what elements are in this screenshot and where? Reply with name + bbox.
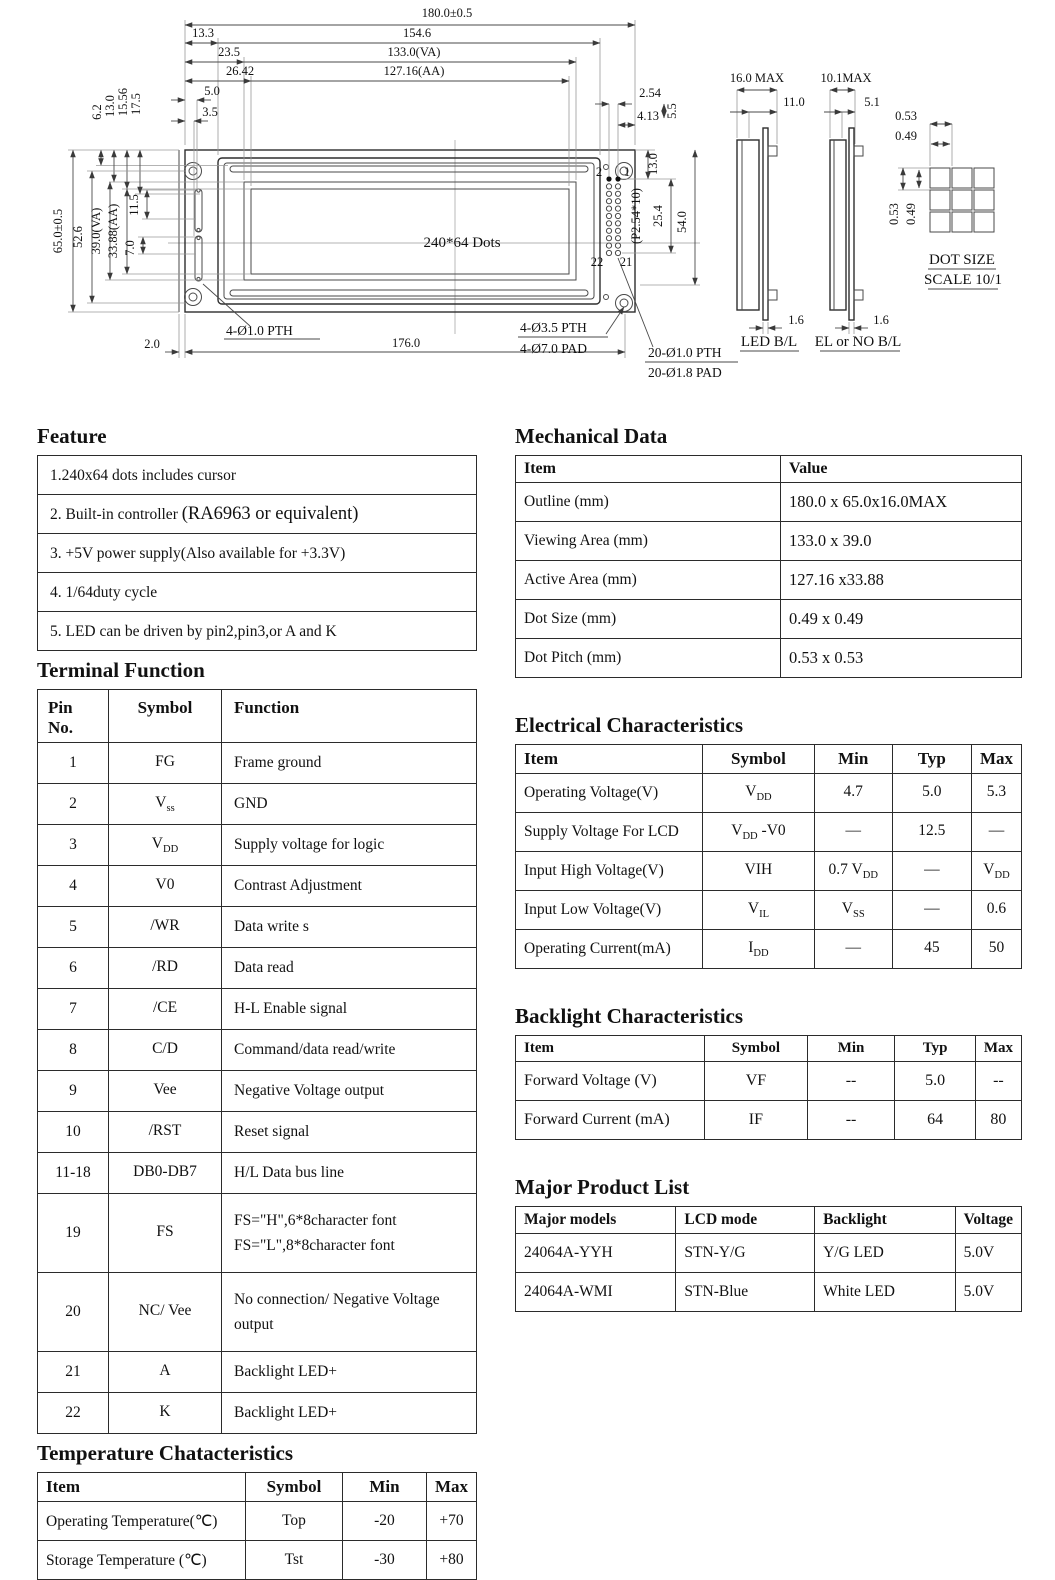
cell: +80 (426, 1541, 476, 1580)
table-row (516, 1101, 1022, 1140)
table-row (38, 495, 477, 534)
cell: 20 (38, 1273, 109, 1352)
cell: -20 (342, 1502, 426, 1541)
pin-label-1: 1 (623, 165, 631, 179)
col-header-symbol: Symbol (109, 690, 222, 743)
cell: 22 (38, 1393, 109, 1434)
dim-label: 7.0 (123, 240, 137, 256)
cell: 0.7 $V_{DD}$ (814, 852, 892, 891)
dim-label: 17.5 (129, 93, 143, 115)
dim-label: 13.3 (192, 26, 214, 40)
cell: 2 (38, 784, 109, 825)
col-header: Symbol (246, 1473, 343, 1502)
col-header: Backlight (815, 1207, 956, 1234)
cell: GND (222, 784, 477, 825)
cell: 0.6 (971, 891, 1021, 930)
dim-label: 25.4 (651, 205, 665, 227)
col-header: Item (516, 1036, 705, 1062)
cell: 2. Built-in controller (RA6963 or equivalent) (38, 495, 477, 534)
table-row (38, 1194, 477, 1273)
cell: 50 (971, 930, 1021, 969)
cell: 5.0V (955, 1234, 1021, 1273)
table-row (38, 1541, 477, 1580)
cell: Contrast Adjustment (222, 866, 477, 907)
cell: $V_{DD}$ (971, 852, 1021, 891)
cell: — (971, 813, 1021, 852)
dim-label: 10.1MAX (820, 71, 872, 85)
cell: C/D (109, 1030, 222, 1071)
cell: NC/ Vee (109, 1273, 222, 1352)
left-tall-dimensions (51, 150, 251, 312)
cell: FS="H",6*8character font FS="L",8*8character font (222, 1194, 477, 1273)
table-row (38, 989, 477, 1030)
dim-label: 33.88(AA) (106, 203, 120, 259)
cell: Input Low Voltage(V) (516, 891, 703, 930)
dim-label: 39.0(VA) (89, 207, 103, 255)
dim-label: (P2.54*10) (629, 188, 643, 244)
cell: $V_{ss}$ (109, 784, 222, 825)
cell: 127.16 x33.88 (781, 561, 1022, 600)
cell: Top (246, 1502, 343, 1541)
table-row (516, 774, 1022, 813)
col-header-function: Function (222, 690, 477, 743)
dots-count-label: 240*64 Dots (423, 235, 501, 251)
cell: $I_{DD}$ (703, 930, 815, 969)
cell: White LED (815, 1273, 956, 1312)
col-header: Item (516, 456, 781, 483)
dim-label: 11.5 (127, 194, 141, 216)
cell: H/L Data bus line (222, 1153, 477, 1194)
dot-grid (930, 168, 994, 232)
bottom-dimensions (144, 258, 738, 380)
dim-label: 1.6 (788, 313, 804, 327)
table-row (516, 930, 1022, 969)
col-header: Min (807, 1036, 895, 1062)
cell: FS (109, 1194, 222, 1273)
table-row (38, 948, 477, 989)
product-list-table (515, 1206, 1022, 1312)
col-header: Max (971, 745, 1021, 774)
terminal-function-title: Terminal Function (37, 658, 205, 682)
col-header: Symbol (703, 745, 815, 774)
electrical-title: Electrical Characteristics (515, 713, 743, 737)
dim-label: 154.6 (402, 26, 432, 40)
table-row (38, 866, 477, 907)
cell: 12.5 (892, 813, 971, 852)
table-row (516, 600, 1022, 639)
top-dimensions (171, 6, 635, 121)
hole-pth-annotation: 4-Ø3.5 PTH (520, 320, 587, 335)
dot-size-scale: SCALE 10/1 (924, 272, 1002, 288)
cell: Supply voltage for logic (222, 825, 477, 866)
cell: Storage Temperature (℃) (38, 1541, 246, 1580)
right-column (515, 424, 1022, 1312)
viewing-area (244, 182, 576, 280)
cell: VIH (703, 852, 815, 891)
col-header: LCD mode (676, 1207, 815, 1234)
mounting-holes (185, 163, 633, 312)
col-header: Typ (892, 745, 971, 774)
cell: 5.0 (892, 774, 971, 813)
table-row (38, 1502, 477, 1541)
cell: 8 (38, 1030, 109, 1071)
active-area (251, 189, 569, 274)
cell: IF (705, 1101, 808, 1140)
dim-label: 3.5 (202, 105, 218, 119)
cell: /WR (109, 907, 222, 948)
product-list-title: Major Product List (515, 1175, 690, 1199)
cell: Dot Size (mm) (516, 600, 781, 639)
table-header-row (516, 456, 1022, 483)
cell: 24064A-WMI (516, 1273, 676, 1312)
table-row (38, 1112, 477, 1153)
table-row (38, 1030, 477, 1071)
cell: — (814, 813, 892, 852)
dim-label: 52.6 (71, 226, 85, 248)
dim-label: 133.0(VA) (387, 45, 441, 59)
table-row (38, 907, 477, 948)
electrical-table (515, 744, 1022, 969)
backlight-title: Backlight Characteristics (515, 1004, 744, 1028)
left-small-dimensions (90, 88, 251, 194)
cell: $V_{DD}$ -V0 (703, 813, 815, 852)
col-header: Symbol (705, 1036, 808, 1062)
dim-label: 11.0 (783, 95, 805, 109)
cell: $V_{IL}$ (703, 891, 815, 930)
cell: 3. +5V power supply(Also available for +3.3V) (38, 534, 477, 573)
dim-label: 16.0 MAX (729, 71, 785, 85)
cell: Operating Current(mA) (516, 930, 703, 969)
slot-annotation: 4-Ø1.0 PTH (226, 323, 293, 338)
table-row (516, 891, 1022, 930)
cell: 0.49 x 0.49 (781, 600, 1022, 639)
cell: 24064A-YYH (516, 1234, 676, 1273)
cell: — (892, 891, 971, 930)
pin-pad-annotation: 20-Ø1.8 PAD (648, 365, 722, 380)
cell: /CE (109, 989, 222, 1030)
cell: Outline (mm) (516, 483, 781, 522)
front-view (51, 6, 738, 380)
col-header: Min (342, 1473, 426, 1502)
cell: 1 (38, 743, 109, 784)
cell: /RD (109, 948, 222, 989)
cell: 11-18 (38, 1153, 109, 1194)
cell: $V_{DD}$ (703, 774, 815, 813)
table-row (38, 1071, 477, 1112)
pin-label-21: 21 (619, 255, 633, 269)
dim-label: 26.42 (225, 64, 255, 78)
cell: 4. 1/64duty cycle (38, 573, 477, 612)
cell: Vee (109, 1071, 222, 1112)
dim-label: 6.2 (90, 104, 104, 120)
cell: /RST (109, 1112, 222, 1153)
backlight-table (515, 1035, 1022, 1140)
cell: VF (705, 1062, 808, 1101)
cell: Active Area (mm) (516, 561, 781, 600)
cell: 5.0 (895, 1062, 975, 1101)
bezel-outline (218, 158, 603, 304)
col-header: Major models (516, 1207, 676, 1234)
cell: Input High Voltage(V) (516, 852, 703, 891)
table-row (516, 1234, 1022, 1273)
table-row (516, 852, 1022, 891)
cell: Negative Voltage output (222, 1071, 477, 1112)
cell: -- (807, 1062, 895, 1101)
table-row (38, 534, 477, 573)
cell: -30 (342, 1541, 426, 1580)
cell: 19 (38, 1194, 109, 1273)
side-view-led (730, 71, 805, 351)
cell: Backlight LED+ (222, 1393, 477, 1434)
table-header-row (516, 745, 1022, 774)
table-row (38, 1153, 477, 1194)
cell: $V_{SS}$ (814, 891, 892, 930)
cell: — (892, 852, 971, 891)
cell: No connection/ Negative Voltage output (222, 1273, 477, 1352)
table-row (516, 522, 1022, 561)
cell: STN-Blue (676, 1273, 815, 1312)
cell: 5 (38, 907, 109, 948)
temperature-title: Temperature Chatacteristics (37, 1441, 294, 1465)
col-header: Max (426, 1473, 476, 1502)
feature-title: Feature (37, 424, 107, 448)
el-backlight-label: EL or NO B/L (814, 334, 902, 350)
table-row (38, 784, 477, 825)
cell: DB0-DB7 (109, 1153, 222, 1194)
cell: V0 (109, 866, 222, 907)
table-row (38, 612, 477, 651)
table-row (38, 825, 477, 866)
cell: 4.7 (814, 774, 892, 813)
pin-label-22: 22 (590, 255, 604, 269)
col-header: Voltage (955, 1207, 1021, 1234)
mechanical-drawing (0, 0, 1055, 417)
terminal-function-table (37, 689, 477, 1434)
dim-label: 0.49 (895, 129, 917, 143)
dim-label: 0.53 (895, 109, 917, 123)
table-row (38, 1352, 477, 1393)
cell: 3 (38, 825, 109, 866)
table-row (516, 639, 1022, 678)
cell: +70 (426, 1502, 476, 1541)
slot-holes (195, 189, 202, 281)
table-row (38, 743, 477, 784)
col-header: Max (975, 1036, 1021, 1062)
cell: 10 (38, 1112, 109, 1153)
cell: 4 (38, 866, 109, 907)
col-header: Value (781, 456, 1022, 483)
dim-label: 0.53 (887, 203, 901, 225)
cell: STN-Y/G (676, 1234, 815, 1273)
dim-label: 2.54 (639, 86, 661, 100)
dim-label: 13.0 (646, 153, 660, 175)
temperature-table (37, 1472, 477, 1580)
dim-label: 127.16(AA) (383, 64, 445, 78)
dim-label: 13.0 (103, 95, 117, 117)
cell: 7 (38, 989, 109, 1030)
cell: $V_{DD}$ (109, 825, 222, 866)
cell: 21 (38, 1352, 109, 1393)
dim-label: 1.6 (873, 313, 889, 327)
dim-label: 5.5 (665, 103, 679, 119)
pcb-outline (185, 150, 635, 312)
col-header: Min (814, 745, 892, 774)
dim-label: 5.1 (864, 95, 880, 109)
table-row (38, 456, 477, 495)
cell: Backlight LED+ (222, 1352, 477, 1393)
dim-label: 23.5 (218, 45, 240, 59)
cell: 5.0V (955, 1273, 1021, 1312)
dim-label: 54.0 (675, 211, 689, 233)
dim-label: 65.0±0.5 (51, 208, 65, 254)
cell: H-L Enable signal (222, 989, 477, 1030)
cell: 6 (38, 948, 109, 989)
cell: 64 (895, 1101, 975, 1140)
feature-table (37, 455, 477, 651)
cell: 9 (38, 1071, 109, 1112)
table-row (516, 483, 1022, 522)
table-row (516, 813, 1022, 852)
table-row (516, 1062, 1022, 1101)
dot-size-title: DOT SIZE (929, 252, 995, 268)
col-header: Typ (895, 1036, 975, 1062)
table-header-row (38, 690, 477, 743)
cell: A (109, 1352, 222, 1393)
col-header: Item (38, 1473, 246, 1502)
cell: -- (807, 1101, 895, 1140)
cell: 180.0 x 65.0x16.0MAX (781, 483, 1022, 522)
cell: 5.3 (971, 774, 1021, 813)
col-header: Item (516, 745, 703, 774)
cell: Data read (222, 948, 477, 989)
cell: 0.53 x 0.53 (781, 639, 1022, 678)
table-header-row (516, 1207, 1022, 1234)
cell: Tst (246, 1541, 343, 1580)
cell: 1.240x64 dots includes cursor (38, 456, 477, 495)
cell: -- (975, 1062, 1021, 1101)
cell: Operating Voltage(V) (516, 774, 703, 813)
cell: Y/G LED (815, 1234, 956, 1273)
dim-label: 5.0 (204, 84, 220, 98)
cell: Operating Temperature(℃) (38, 1502, 246, 1541)
cell: 45 (892, 930, 971, 969)
cell: 133.0 x 39.0 (781, 522, 1022, 561)
cell: Data write s (222, 907, 477, 948)
cell: Command/data read/write (222, 1030, 477, 1071)
table-header-row (516, 1036, 1022, 1062)
pin-pth-annotation: 20-Ø1.0 PTH (648, 345, 722, 360)
table-row (38, 573, 477, 612)
cell: K (109, 1393, 222, 1434)
hole-pad-annotation: 4-Ø7.0 PAD (520, 341, 588, 356)
dim-label: 2.0 (144, 337, 160, 351)
pin-label-2: 2 (595, 165, 603, 179)
table-row (516, 1273, 1022, 1312)
left-column (37, 424, 477, 1580)
cell: — (814, 930, 892, 969)
cell: Supply Voltage For LCD (516, 813, 703, 852)
mechanical-data-table (515, 455, 1022, 678)
table-row (38, 1393, 477, 1434)
cell: Forward Current (mA) (516, 1101, 705, 1140)
cell: Frame ground (222, 743, 477, 784)
col-header-pin: Pin No. (38, 690, 109, 743)
dim-label: 4.13 (637, 109, 659, 123)
dim-label: 176.0 (391, 336, 421, 350)
cell: 80 (975, 1101, 1021, 1140)
cell: Viewing Area (mm) (516, 522, 781, 561)
dim-label: 180.0±0.5 (421, 6, 473, 20)
cell: Reset signal (222, 1112, 477, 1153)
led-backlight-label: LED B/L (740, 334, 798, 350)
dot-size-diagram (887, 109, 1002, 289)
cell: 5. LED can be driven by pin2,pin3,or A and K (38, 612, 477, 651)
cell: FG (109, 743, 222, 784)
cell: Forward Voltage (V) (516, 1062, 705, 1101)
table-row (38, 1273, 477, 1352)
dim-label: 0.49 (904, 203, 918, 225)
table-header-row (38, 1473, 477, 1502)
cell: Dot Pitch (mm) (516, 639, 781, 678)
dim-label: 15.56 (116, 87, 130, 117)
table-row (516, 561, 1022, 600)
mechanical-data-title: Mechanical Data (515, 424, 668, 448)
